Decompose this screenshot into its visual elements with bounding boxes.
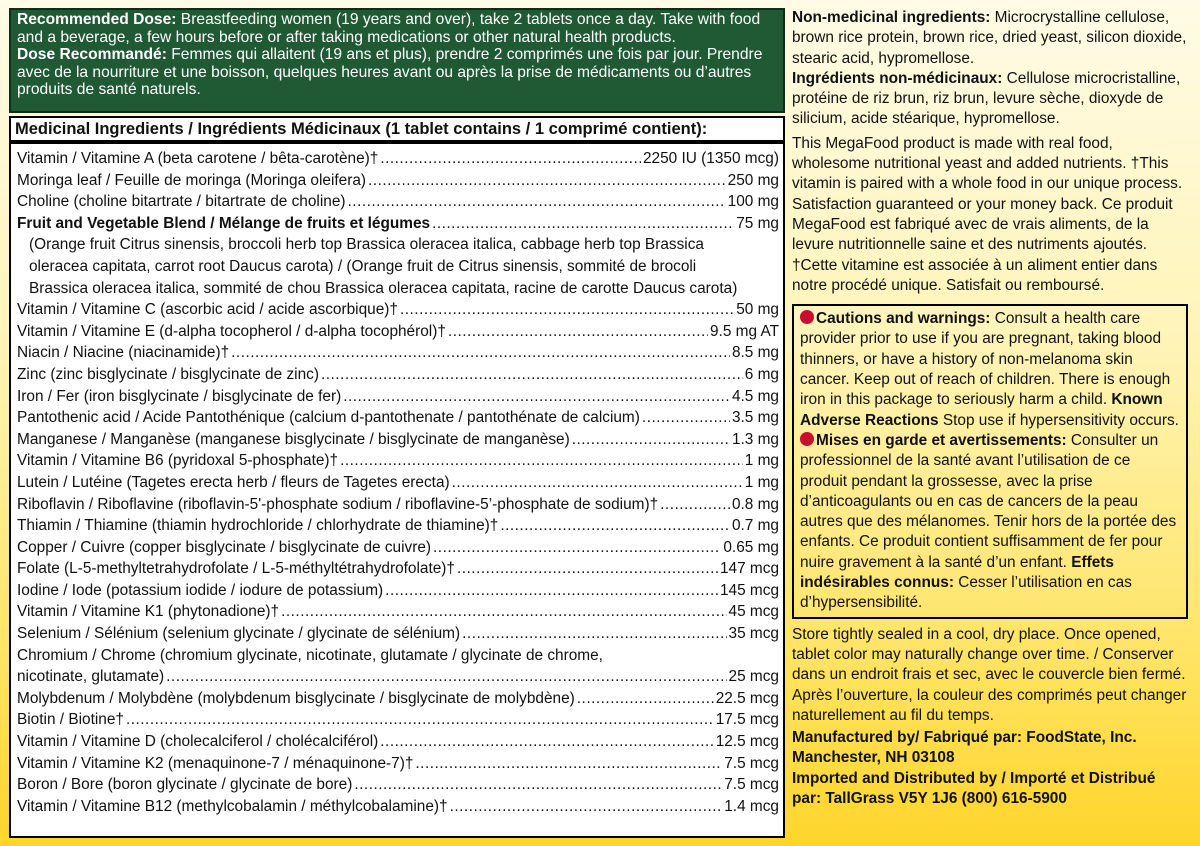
caution-fr-label: Mises en garde et avertissements: [816,431,1067,449]
ingredient-name: Iron / Fer (iron bisglycinate / bisglycinate de fer) [17,387,342,405]
storage-instructions: Store tightly sealed in a cool, dry place. Once opened, tablet color may naturally change over time. / Conserver dans un endroit frais et sec, avec le couvercle bien fermé. Après l’ouverture, la couleur des comprimés peut changer naturellement au fil du temps. [792,625,1187,724]
ingredient-name: Biotin / Biotine† [17,711,124,729]
ingredient-name: Vitamin / Vitamine K2 (menaquinone-7 / ménaquinone-7)† [17,754,414,772]
ingredient-name: Selenium / Sélénium (selenium glycinate / glycinate de sélénium) [17,625,461,643]
ingredient-amount: 3.5 mg [731,409,779,427]
ingredient-amount: 147 mcg [719,560,779,578]
ingredient-row [15,515,779,537]
ingredient-amount: 50 mg [736,301,779,319]
ingredient-amount: 4.5 mg [731,387,779,405]
ingredient-name: Molybdenum / Molybdène (molybdenum bisglycinate / bisglycinate de molybdène) [17,689,575,707]
adverse-fr-text: Cesser l’utilisation en cas d’hypersensibilité. [800,574,1132,612]
leader-dots [432,213,734,235]
ingredient-amount: 145 mcg [719,581,779,599]
leader-dots [448,321,708,343]
leader-dots [400,299,734,321]
ingredient-name: Folate (L-5-methyltetrahydrofolate / L-5-méthyltétrahydrofolate)† [17,560,455,578]
caution-en-label: Cautions and warnings: [816,310,991,328]
ingredient-list-a [15,148,779,213]
ingredient-amount: 45 mcg [728,603,779,621]
ingredient-row [15,709,779,731]
ingredient-row [15,580,779,602]
ingredient-amount: 0.7 mg [731,517,779,535]
ingredient-amount: 17.5 mcg [715,711,779,729]
ingredient-row [15,753,779,775]
medicinal-ingredients-panel [9,116,785,838]
ingredient-amount: 250 mg [727,171,779,189]
leader-dots [321,364,743,386]
leader-dots [348,191,726,213]
ingredient-amount: 1 mg [744,473,779,491]
ingredient-row [15,148,779,170]
leader-dots [231,342,730,364]
ingredient-row [15,299,779,321]
leader-dots [415,753,722,775]
leader-dots [433,537,721,559]
warning-dot-icon [800,310,814,324]
leader-dots [340,450,743,472]
leader-dots [500,515,730,537]
leader-dots [385,580,718,602]
leader-dots [368,170,726,192]
ingredient-row [15,407,779,429]
ingredient-amount: 22.5 mcg [715,689,779,707]
blend-amount: 75 mg [736,214,779,232]
ingredient-name: Manganese / Manganèse (manganese bisglycinate / bisglycinate de manganèse) [17,430,570,448]
cautions-box [792,304,1188,618]
ingredient-name: Zinc (zinc bisglycinate / bisglycinate de zinc) [17,365,319,383]
ingredient-list-c [15,688,779,818]
ingredient-row [15,386,779,408]
medicinal-ingredients-title: Medicinal Ingredients / Ingrédients Médicinaux (1 tablet contains / 1 comprimé contient): [11,120,783,144]
ingredient-row [15,774,779,796]
ingredient-name: Vitamin / Vitamine E (d-alpha tocopherol / d-alpha tocophérol)† [17,322,446,340]
warning-dot-icon [800,432,814,446]
nonmed-en-label: Non-medicinal ingredients: [792,9,991,26]
ingredient-row [15,688,779,710]
leader-dots [166,666,726,688]
leader-dots [380,148,641,170]
chromium-row [15,666,779,688]
blend-desc-line: Brassica oleracea italica, sommité de chou Brassica oleracea capitata, racine de carotte Daucus carota) [29,279,738,297]
ingredient-row [15,170,779,192]
ingredient-amount: 6 mg [744,365,779,383]
caution-en-text: Consult a health care provider prior to use if you are pregnant, taking blood thinners, or have a history of non-melanoma skin cancer. Keep out of reach of children. There is enough iron in this package to seriously harm a child. [800,310,1171,409]
blend-desc-line: oleracea capitata, carrot root Daucus carota) / (Orange fruit de Citrus sinensis, sommité de brocoli [29,257,697,275]
right-column [792,8,1192,809]
ingredient-row [15,731,779,753]
dose-en-label: Recommended Dose: [17,11,177,28]
ingredient-name: Choline (choline bitartrate / bitartrate de choline) [17,193,346,211]
nonmed-en-text: Microcrystalline cellulose, brown rice protein, brown rice, dried yeast, silicon dioxide, stearic acid, hypromellose. [792,9,1187,67]
leader-dots [457,558,718,580]
ingredient-amount: 7.5 mcg [724,776,779,794]
manufacturer-info [792,728,1192,809]
ingredient-name: Riboflavin / Riboflavine (riboflavin-5'-phosphate sodium / riboflavine-5’-phosphate de sodium)† [17,495,659,513]
adverse-en-text: Stop use if hypersensitivity occurs. [942,411,1179,429]
ingredient-amount: 0.8 mg [731,495,779,513]
blend-name: Fruit and Vegetable Blend / Mélange de fruits et légumes [17,214,431,232]
ingredient-row [15,450,779,472]
ingredient-name: Vitamin / Vitamine A (beta carotene / bêta-carotène)† [17,150,379,167]
ingredient-name: Vitamin / Vitamine K1 (phytonadione)† [17,603,280,621]
ingredient-amount: 1 mg [744,452,779,470]
ingredient-name: Pantothenic acid / Acide Pantothénique (calcium d-pantothenate / pantothénate de calcium) [17,409,640,427]
dose-fr-text: Femmes qui allaitent (19 ans et plus), prendre 2 comprimés une fois par jour. Prendre avec de la nourriture et une boisson, quelques heures avant ou après la prise de médicaments ou d’autres produits de santé naturels. [17,46,763,99]
leader-dots [642,407,730,429]
ingredient-name: Vitamin / Vitamine C (ascorbic acid / acide ascorbique)† [17,301,398,319]
ingredient-amount: 2250 IU (1350 mcg) [642,150,779,167]
product-statement: This MegaFood product is made with real food, wholesome nutritional yeast and added nutrients. †This vitamin is paired with a whole food in our unique process. Satisfaction guaranteed or your money back. Ce produit MegaFood est fabriqué avec de vrais aliments, de la levure nutritionnelle saine et des nutriments ajoutés. †Cette vitamine est associée à un aliment entier dans notre procédé unique. Satisfait ou remboursé. [792,134,1183,294]
ingredient-amount: 0.65 mg [723,538,779,556]
ingredient-amount: 1.4 mcg [724,797,779,815]
ingredient-name: Boron / Bore (boron glycinate / glycinate de bore) [17,776,353,794]
ingredient-row [15,796,779,818]
ingredient-list-b [15,299,779,645]
ingredient-amount: 7.5 mcg [724,754,779,772]
ingredient-row [15,364,779,386]
leader-dots [126,709,714,731]
caution-fr [800,431,1180,614]
ingredient-row [15,537,779,559]
blend-description [15,234,779,299]
ingredient-row [15,623,779,645]
distributor-line: Imported and Distributed by / Importé et Distribué [792,769,1156,787]
ingredient-row [15,191,779,213]
ingredient-amount: 8.5 mg [731,344,779,362]
ingredient-amount: 1.3 mg [731,430,779,448]
ingredient-name: Iodine / Iode (potassium iodide / iodure de potassium) [17,581,384,599]
dose-fr-label: Dose Recommandé: [17,46,167,64]
ingredient-amount: 9.5 mg AT [709,322,779,340]
ingredient-row [15,342,779,364]
caution-en [800,309,1180,431]
nonmed-fr-text: Cellulose microcristalline, protéine de riz brun, riz brun, levure sèche, dioxyde de silicium, acide stéarique, hypromellose. [792,69,1181,128]
ingredient-row [15,494,779,516]
leader-dots [572,429,730,451]
chromium-line1: Chromium / Chrome (chromium glycinate, nicotinate, glutamate / glycinate de chrome, [17,646,603,664]
blend-desc-line: (Orange fruit Citrus sinensis, broccoli herb top Brassica oleracea italica, cabbage herb top Brassica [29,236,704,254]
blend-row [15,213,779,235]
leader-dots [450,796,723,818]
chromium-line2: nicotinate, glutamate) [17,668,165,686]
ingredient-name: Lutein / Lutéine (Tagetes erecta herb / fleurs de Tagetes erecta) [17,473,450,491]
ingredient-name: Vitamin / Vitamine B12 (methylcobalamin / méthylcobalamine)† [17,797,448,815]
ingredient-name: Vitamin / Vitamine D (cholecalciferol / cholécalciférol) [17,733,379,751]
adverse-fr-label: Effets indésirables connus: [800,553,1114,592]
manufacturer-line: Manchester, NH 03108 [792,749,955,767]
leader-dots [452,472,743,494]
distributor-line: par: TallGrass V5Y 1J6 (800) 616-5900 [792,789,1067,807]
caution-fr-text: Consulter un professionnel de la santé avant l’utilisation de ce produit pendant la grossesse, avec la prise d’anticoagulants ou en cas de cancers de la peau autres que des mélanomes. Tenir hors de la portée des enfants. Ce produit contient suffisamment de fer pour nuire gravement à la santé d’un enfant. [800,431,1177,571]
ingredient-amount: 35 mcg [728,625,779,643]
leader-dots [354,774,722,796]
leader-dots [462,623,726,645]
chromium-amount: 25 mcg [728,668,779,686]
leader-dots [660,494,730,516]
leader-dots [343,386,730,408]
ingredient-amount: 100 mg [727,193,779,211]
adverse-en-label: Known Adverse Reactions [800,391,1163,429]
leader-dots [380,731,713,753]
recommended-dose-box [9,8,785,113]
non-medicinal-section [792,8,1192,130]
ingredient-name: Moringa leaf / Feuille de moringa (Moringa oleifera) [17,171,367,189]
ingredient-row [15,472,779,494]
leader-dots [281,601,726,623]
ingredient-row [15,601,779,623]
manufacturer-line: Manufactured by/ Fabriqué par: FoodState, Inc. [792,729,1137,747]
ingredient-row [15,558,779,580]
nonmed-fr-label: Ingrédients non-médicinaux: [792,69,1003,87]
ingredient-amount: 12.5 mcg [715,733,779,751]
ingredient-name: Copper / Cuivre (copper bisglycinate / bisglycinate de cuivre) [17,538,432,556]
ingredient-row [15,321,779,343]
ingredient-name: Thiamin / Thiamine (thiamin hydrochloride / chlorhydrate de thiamine)† [17,517,499,535]
ingredient-name: Niacin / Niacine (niacinamide)† [17,344,230,362]
left-column [9,8,785,838]
ingredient-name: Vitamin / Vitamine B6 (pyridoxal 5-phosphate)† [17,452,339,470]
leader-dots [577,688,714,710]
ingredient-row [15,429,779,451]
dose-en-text: Breastfeeding women (19 years and over), take 2 tablets once a day. Take with food and a beverage, a few hours before or after taking medications or other natural health products. [17,11,761,46]
